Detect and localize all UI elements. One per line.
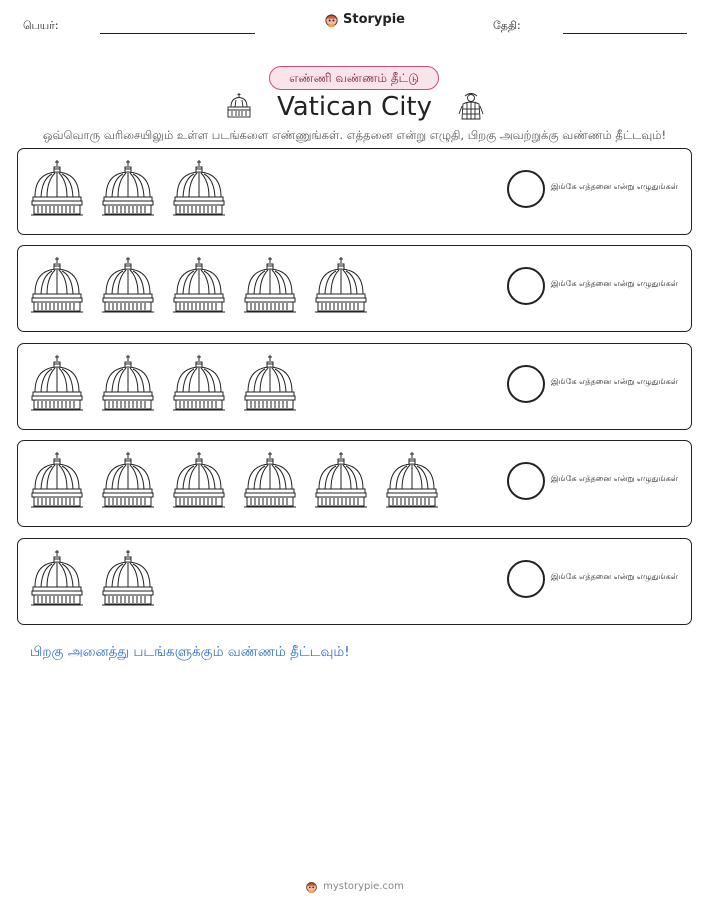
count-row	[17, 440, 692, 527]
dome-icon	[172, 256, 226, 316]
answer-prompt: இங்கே எத்தனை என்று எழுதுங்கள்	[551, 474, 678, 483]
dome-icon	[101, 354, 155, 414]
answer-prompt: இங்கே எத்தனை என்று எழுதுங்கள்	[551, 572, 678, 581]
date-line[interactable]	[563, 33, 687, 34]
dome-icon	[172, 451, 226, 511]
name-label: பெயர்:	[23, 19, 59, 32]
dome-icon	[314, 451, 368, 511]
dome-icon	[243, 451, 297, 511]
dome-icon	[243, 256, 297, 316]
dome-icon	[30, 549, 84, 609]
name-line[interactable]	[100, 33, 255, 34]
answer-circle[interactable]	[507, 462, 545, 500]
brand-logo	[324, 12, 405, 27]
answer-circle[interactable]	[507, 170, 545, 208]
page-title: Vatican City	[276, 92, 433, 122]
dome-icon	[101, 451, 155, 511]
count-row	[17, 343, 692, 430]
dome-icon	[172, 354, 226, 414]
dome-icon	[30, 451, 84, 511]
footer-url[interactable]: mystorypie.com	[323, 881, 404, 892]
dome-icon	[30, 256, 84, 316]
dome-icon	[30, 354, 84, 414]
count-row	[17, 538, 692, 625]
answer-circle[interactable]	[507, 365, 545, 403]
answer-circle[interactable]	[507, 560, 545, 598]
dome-icon	[101, 256, 155, 316]
dome-icon	[385, 451, 439, 511]
brand-name: Storypie	[343, 12, 405, 27]
count-row	[17, 245, 692, 332]
swiss-guard-icon	[457, 92, 485, 120]
answer-prompt: இங்கே எத்தனை என்று எழுதுங்கள்	[551, 377, 678, 386]
count-row	[17, 148, 692, 235]
dome-icon	[101, 159, 155, 219]
answer-circle[interactable]	[507, 267, 545, 305]
dome-icon	[243, 354, 297, 414]
activity-tag: எண்ணி வண்ணம் தீட்டு	[269, 66, 439, 90]
date-label: தேதி:	[493, 19, 521, 32]
closing-instruction: பிறகு அனைத்து படங்களுக்கும் வண்ணம் தீட்டவும்!	[30, 644, 350, 660]
instructions: ஒவ்வொரு வரிசையிலும் உள்ள படங்களை எண்ணுங்கள். எத்தனை என்று எழுதி, பிறகு அவற்றுக்கு வண்ணம் தீட்டவும்!	[42, 128, 667, 142]
dome-icon	[314, 256, 368, 316]
dome-icon	[172, 159, 226, 219]
dome-icon	[30, 159, 84, 219]
storypie-mascot-icon	[305, 880, 318, 893]
answer-prompt: இங்கே எத்தனை என்று எழுதுங்கள்	[551, 182, 678, 191]
dome-icon	[101, 549, 155, 609]
storypie-mascot-icon	[324, 12, 339, 27]
footer	[0, 880, 709, 893]
answer-prompt: இங்கே எத்தனை என்று எழுதுங்கள்	[551, 279, 678, 288]
